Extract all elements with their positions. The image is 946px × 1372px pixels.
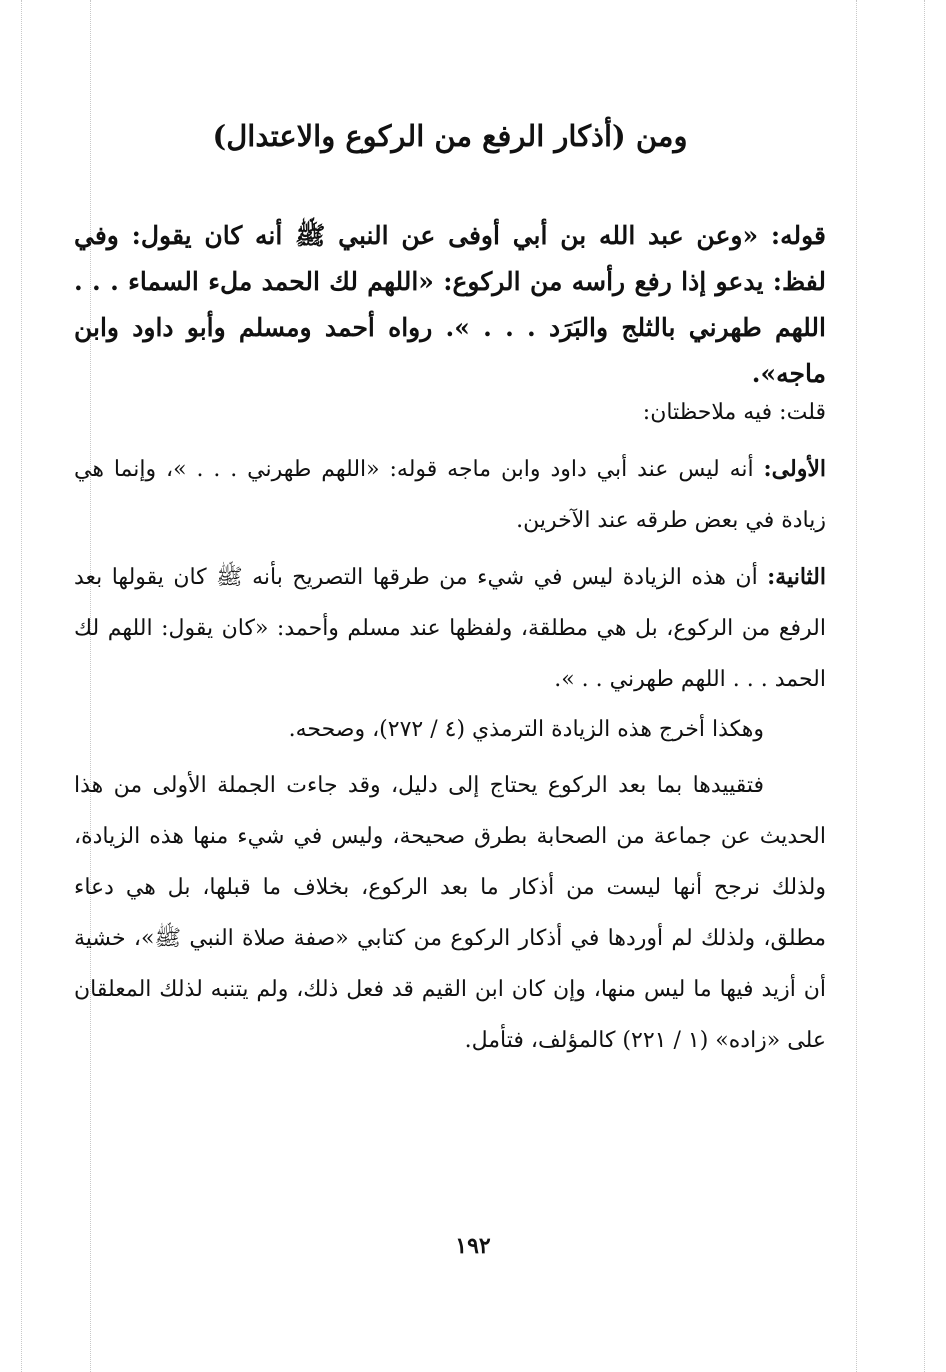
first-note-lead: الأولى: [763,456,826,482]
first-note-paragraph [74,444,826,546]
scan-guide-line [21,0,22,1372]
conclusion-paragraph: فتقييدها بما بعد الركوع يحتاج إلى دليل، وقد جاءت الجملة الأولى من هذا الحديث عن جماعة من الصحابة بطرق صحيحة، وليس في شيء منها هذه الزيادة، ولذلك نرجح أنها ليست من أذكار ما بعد الركوع، بخلاف ما قبلها، بل هي دعاء مطلق، ولذلك لم أوردها في أذكار الركوع من كتابي «صفة صلاة النبي ﷺ»، خشية أن أزيد فيها ما ليس منها، وإن كان ابن القيم قد فعل ذلك، ولم يتنبه لذلك المعلقان على «زاده» (١ / ٢٢١) كالمؤلف، فتأمل. [74,773,826,1053]
hadith-lead: قوله: [770,221,826,250]
hadith-paragraph [74,213,826,397]
tirmidhi-paragraph: وهكذا أخرج هذه الزيادة الترمذي (٤ / ٢٧٢)، وصححه. [288,717,764,742]
scan-guide-line [856,0,857,1372]
first-note-text: أنه ليس عند أبي داود وابن ماجه قوله: «اللهم طهرني . . . »، وإنما هي زيادة في بعض طرقه عند الآخرين. [74,457,826,533]
scan-guide-line [924,0,925,1372]
second-note-lead: الثانية: [767,564,826,590]
second-note-text: أن هذه الزيادة ليس في شيء من طرقها التصريح بأنه ﷺ كان يقولها بعد الرفع من الركوع، بل هي مطلقة، ولفظها عند مسلم وأحمد: «كان يقول: اللهم لك الحمد . . . اللهم طهرني . . ». [74,565,826,692]
section-title: ومن (أذكار الرفع من الركوع والاعتدال) [212,119,688,153]
remark-paragraph: قلت: فيه ملاحظتان: [642,400,826,425]
book-page [74,0,826,1372]
hadith-text: «وعن عبد الله بن أبي أوفى عن النبي ﷺ أنه كان يقول: وفي لفظ: يدعو إذا رفع رأسه من الركوع: «اللهم لك الحمد ملء السماء . . . اللهم طهرني بالثلج والبَرَد . . . ». رواه أحمد ومسلم وأبو داود وابن ماجه». [74,221,826,388]
second-note-paragraph [74,552,826,705]
page-number: ١٩٢ [455,1233,491,1259]
